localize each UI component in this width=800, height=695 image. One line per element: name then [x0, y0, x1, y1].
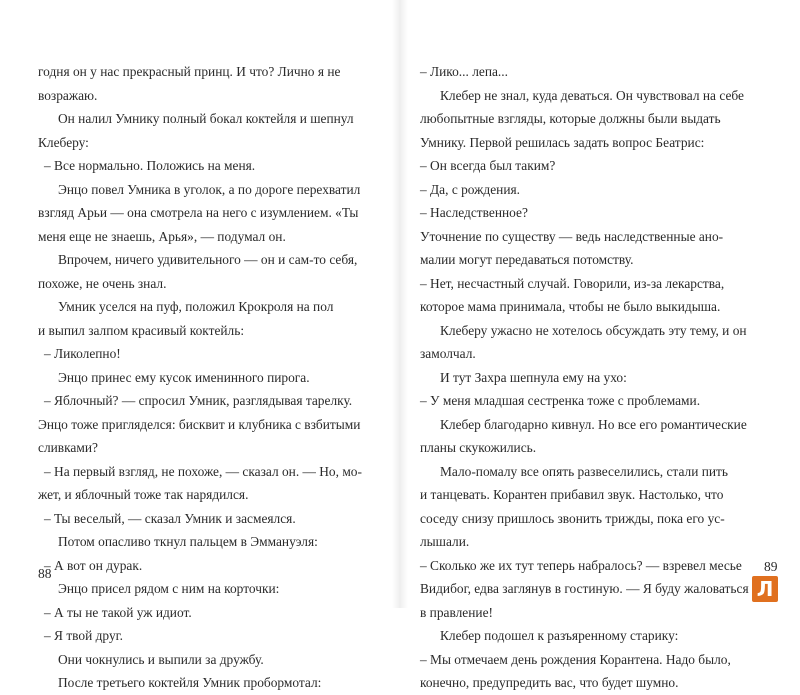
text-line: возражаю. [38, 87, 98, 103]
text-line: – Наследственное? [420, 205, 528, 220]
text-line: После третьего коктейля Умник пробормотал: [58, 675, 322, 690]
text-line: – Мы отмечаем день рождения Корантена. Надо было, [420, 651, 731, 667]
text-line: жет, и яблочный тоже так нарядился. [38, 487, 249, 502]
text-line: Уточнение по существу — ведь наследственные ано- [420, 228, 724, 244]
text-line: Он налил Умнику полный бокал коктейля и шепнул [58, 111, 354, 126]
text-line: – А ты не такой уж идиот. [44, 604, 192, 620]
text-line: – Сколько же их тут теперь набралось? — взревел месье [420, 557, 742, 573]
text-line: замолчал. [420, 346, 476, 361]
text-line: Умнику. Первой решилась задать вопрос Беатрис: [420, 134, 705, 150]
left-page-text [38, 60, 378, 695]
text-line: – Я твой друг. [44, 628, 123, 643]
text-line: лышали. [420, 534, 470, 549]
text-line: и выпил залпом красивый коктейль: [38, 322, 245, 338]
text-line: Они чокнулись и выпили за дружбу. [58, 651, 264, 667]
text-line: Видибог, едва заглянув в гостиную. — Я буду жаловаться [420, 581, 749, 596]
text-line: – Да, с рождения. [420, 181, 521, 197]
text-line: – Ликолепно! [44, 346, 121, 361]
text-line: планы скукожились. [420, 440, 537, 455]
text-line: Энцо повел Умника в уголок, а по дороге перехватил [58, 181, 361, 197]
text-line: которое мама принимала, чтобы не было выкидыша. [420, 299, 721, 314]
text-line: Клебер не знал, куда деваться. Он чувствовал на себе [440, 87, 744, 103]
text-line: Клебер благодарно кивнул. Но все его романтические [440, 416, 747, 432]
text-line: – Ты веселый, — сказал Умник и засмеялся. [44, 510, 296, 526]
left-page [0, 0, 400, 690]
text-line: – А вот он дурак. [44, 557, 143, 573]
text-line: годня он у нас прекрасный принц. И что? Лично я не [38, 64, 341, 79]
text-line: в правление! [420, 604, 493, 620]
text-line: Потом опасливо ткнул пальцем в Эммануэля: [58, 534, 318, 549]
text-line: – Он всегда был таким? [420, 158, 556, 173]
publisher-logo-icon: Л [752, 576, 778, 602]
text-line: соседу снизу пришлось звонить трижды, пока его ус- [420, 510, 725, 526]
text-line: – На первый взгляд, не похоже, — сказал он. — Но, мо- [44, 463, 362, 479]
right-page-text [420, 60, 770, 695]
text-line: Энцо тоже пригляделся: бисквит и клубника с взбитыми [38, 416, 361, 432]
text-line: меня еще не знаешь, Арья», — подумал он. [38, 228, 286, 244]
text-line: малии могут передаваться потомству. [420, 252, 634, 267]
right-page [400, 0, 800, 690]
text-line: и танцевать. Корантен прибавил звук. Настолько, что [420, 487, 724, 502]
page-number-right: 89 [764, 559, 778, 574]
text-line: взгляд Арьи — она смотрела на него с изумлением. «Ты [38, 205, 359, 220]
text-line: Клеберу ужасно не хотелось обсуждать эту тему, и он [440, 322, 747, 338]
text-line: Клеберу: [38, 134, 89, 150]
text-line: Энцо присел рядом с ним на корточки: [58, 581, 280, 596]
text-line: сливками? [38, 440, 98, 455]
text-line: – Лико... лепа... [420, 64, 508, 79]
text-line: – Все нормально. Положись на меня. [44, 158, 256, 173]
page-number-left: 88 [38, 566, 52, 581]
text-line: – Яблочный? — спросил Умник, разглядывая тарелку. [44, 393, 353, 408]
text-line: любопытные взгляды, которые должны были выдать [420, 111, 721, 126]
text-line: похоже, не очень знал. [38, 275, 167, 291]
text-line: Клебер подошел к разъяренному старику: [440, 628, 679, 643]
text-line: Впрочем, ничего удивительного — он и сам-то себя, [58, 252, 358, 267]
text-line: Умник уселся на пуф, положил Крокроля на пол [58, 299, 334, 314]
text-line: Энцо принес ему кусок именинного пирога. [58, 369, 310, 385]
text-line: конечно, предупредить вас, что будет шумно. [420, 675, 679, 690]
text-line: – Нет, несчастный случай. Говорили, из-за лекарства, [420, 275, 725, 291]
text-line: И тут Захра шепнула ему на ухо: [440, 369, 627, 385]
text-line: – У меня младшая сестренка тоже с проблемами. [420, 393, 701, 408]
text-line: Мало-помалу все опять развеселились, стали пить [440, 463, 728, 479]
